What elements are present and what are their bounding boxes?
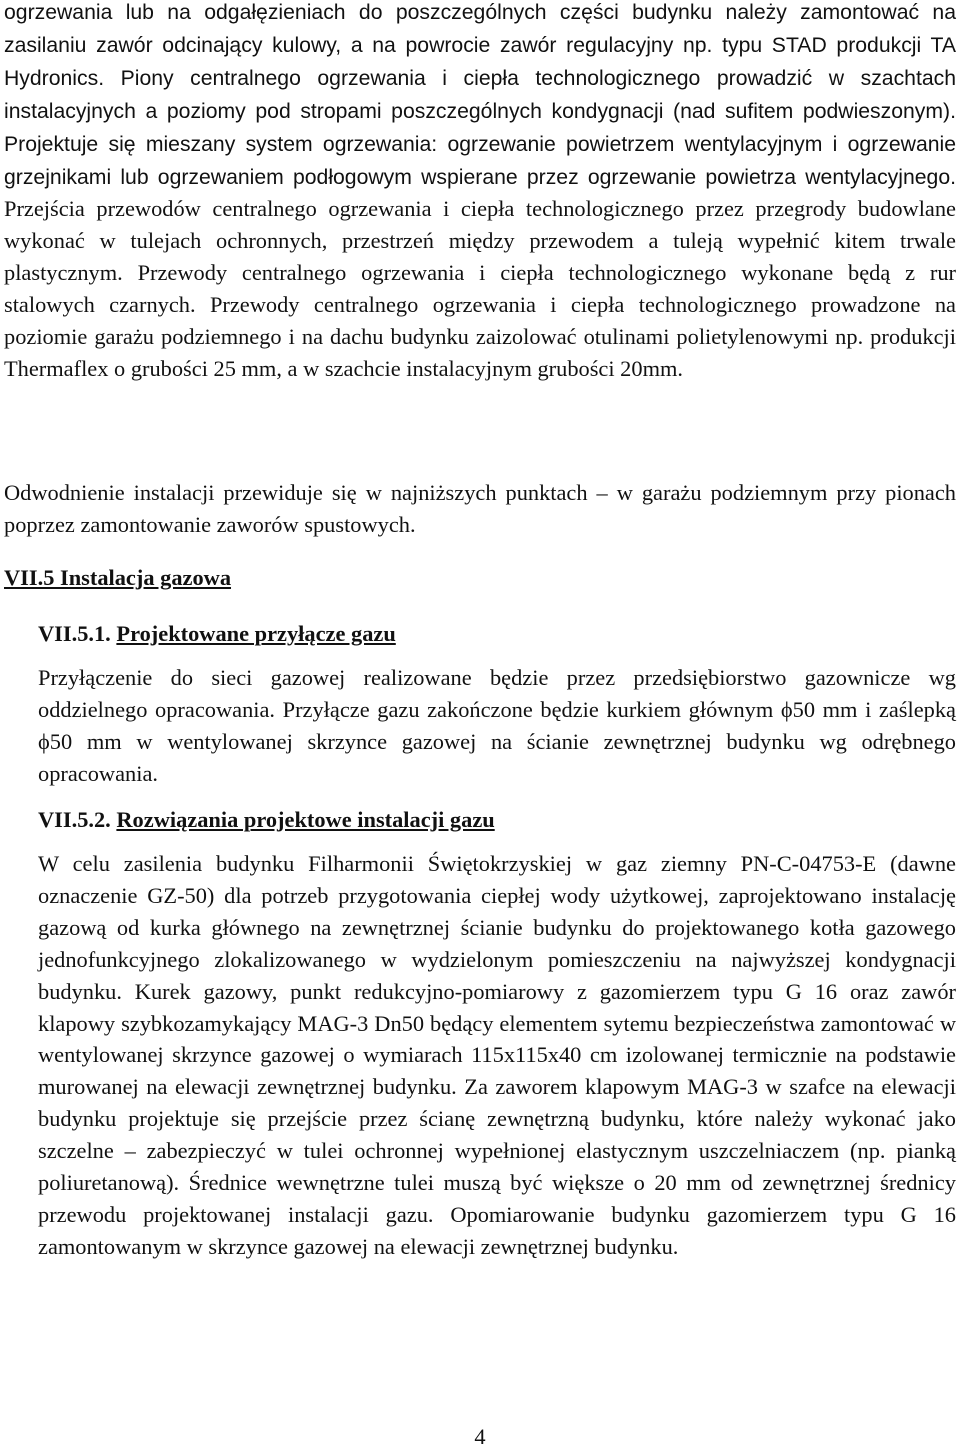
gas-solutions-paragraph: W celu zasilenia budynku Filharmonii Świętokrzyskiej w gaz ziemny PN-C-04753-E (dawne oznaczenie GZ-50) dla potrzeb przygotowania ciepłej wody użytkowej, zaprojektowano instalację gazową od kurka głównego na zewnętrznej ścianie budynku do projektowanego kotła gazowego jednofunkcyjnego zlokalizowanego w wydzielonym pomieszczeniu na najwyższej kondygnacji budynku. Kurek gazowy, punkt redukcyjno-pomiarowy z gazomierzem typu G 16 oraz zawór klapowy szybkozamykający MAG-3 Dn50 będący elementem sytemu bezpieczeństwa zamontować w wentylowanej skrzynce gazowej o wymiarach 115x115x40 cm izolowanej termicznie na podstawie murowanej na elewacji zewnętrznej budynku. Za zaworem klapowym MAG-3 w szafce na elewacji budynku projektuje się przejście przez ścianę zewnętrzną budynku, które należy wykonać jako szczelne – zabezpieczyć w tulei ochronnej wypełnionej elastycznym uszczelniaczem (np. pianką poliuretanową). Średnice wewnętrzne tulei muszą być większe o 20 mm od zewnętrznej średnicy przewodu projektowanej instalacji gazu. Opomiarowanie budynku gazomierzem typu G 16 zamontowanym w skrzynce gazowej na elewacji zewnętrznej budynku. [38,851,956,1259]
subsection-title: Rozwiązania projektowe instalacji gazu [116,807,495,832]
heating-paragraph [4,0,956,385]
subsection-number: VII.5.1. [38,621,111,646]
page-number: 4 [474,1424,486,1449]
drainage-paragraph: Odwodnienie instalacji przewiduje się w najniższych punktach – w garażu podziemnym przy pionach poprzez zamontowanie zaworów spustowych. [4,480,956,537]
subsection-number: VII.5.2. [38,807,111,832]
heating-text-sans: ogrzewania lub na odgałęzieniach do poszczególnych części budynku należy zamontować na zasilaniu zawór odcinający kulowy, a na powrocie zawór regulacyjny np. typu STAD produkcji TA Hydronics. Piony centralnego ogrzewania i ciepła technologicznego prowadzić w szachtach instalacyjnych a poziomy pod stropami poszczególnych kondygnacji (nad sufitem podwieszonym). Projektuje się mieszany system ogrzewania: ogrzewanie powietrzem wentylacyjnym i ogrzewanie grzejnikami lub ogrzewaniem podłogowym wspierane przez ogrzewanie powietrza wentylacyjnego. [4,1,956,189]
heating-text-serif: Przejścia przewodów centralnego ogrzewania i ciepła technologicznego przez przegrody budowlane wykonać w tulejach ochronnych, przestrzeń między przewodem a tuleją wypełnić kitem trwale plastycznym. Przewody centralnego ogrzewania i ciepła technologicznego wykonane będą z rur stalowych czarnych. Przewody centralnego ogrzewania i ciepła technologicznego prowadzone na poziomie garażu podziemnego i na dachu budynku zaizolować otulinami polietylenowymi np. produkcji Thermaflex o grubości 25 mm, a w szachcie instalacyjnym grubości 20mm. [4,196,956,381]
section-heading-gas-installation: VII.5 Instalacja gazowa [4,565,232,590]
subsection-heading-gas-solutions [38,804,495,836]
gas-connection-paragraph: Przyłączenie do sieci gazowej realizowane będzie przez przedsiębiorstwo gazownicze wg oddzielnego opracowania. Przyłącze gazu zakończone będzie kurkiem głównym ϕ50 mm i zaślepką ϕ50 mm w wentylowanej skrzynce gazowej na ścianie zewnętrznej budynku wg odrębnego opracowania. [38,665,956,786]
subsection-title: Projektowane przyłącze gazu [116,621,396,646]
subsection-heading-gas-connection [38,618,396,650]
